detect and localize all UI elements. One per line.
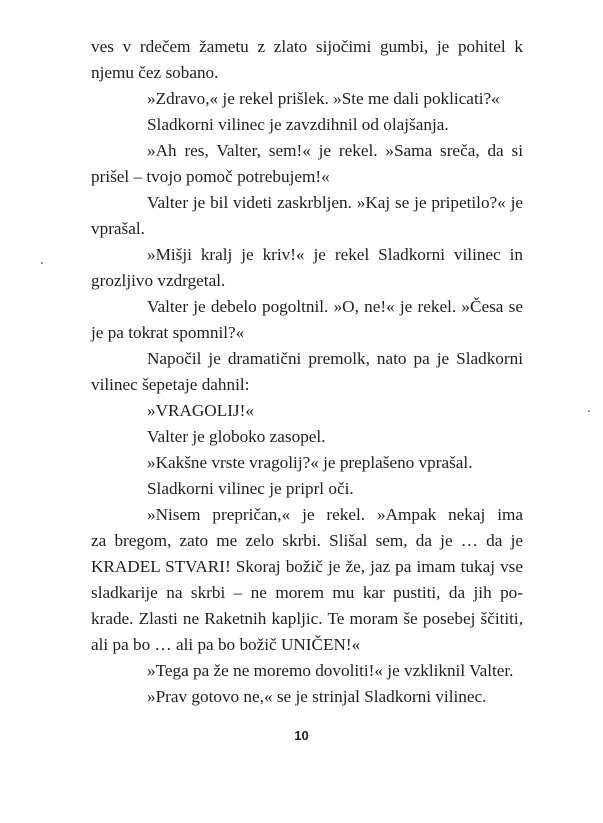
- text-line: »Mišji kralj je kriv!« je rekel Sladkorni vilinec in: [147, 245, 523, 264]
- page-number: 10: [294, 728, 309, 743]
- text-line: za bregom, zato me zelo skrbi. Slišal sem, da je … da je: [91, 531, 523, 550]
- text-line: »VRAGOLIJ!«: [147, 401, 254, 420]
- text-line: Napočil je dramatični premolk, nato pa je Sladkorni: [147, 349, 523, 368]
- scan-speck: [588, 410, 590, 412]
- text-line: vilinec šepetaje dahnil:: [91, 375, 250, 394]
- text-line: Valter je debelo pogoltnil. »O, ne!« je rekel. »Česa se: [147, 297, 523, 316]
- text-line: »Nisem prepričan,« je rekel. »Ampak nekaj ima: [147, 505, 523, 524]
- text-line: sladkarije na skrbi – ne morem mu kar pustiti, da jih po-: [91, 583, 523, 602]
- text-line: KRADEL STVARI! Skoraj božič je že, jaz pa imam tukaj vse: [91, 557, 523, 576]
- text-line: Valter je globoko zasopel.: [147, 427, 326, 446]
- text-line: njemu čez sobano.: [91, 63, 219, 82]
- text-line: vprašal.: [91, 219, 145, 238]
- text-line: prišel – tvojo pomoč potrebujem!«: [91, 167, 330, 186]
- text-line: »Tega pa že ne moremo dovoliti!« je vzkliknil Valter.: [147, 661, 514, 680]
- text-line: Sladkorni vilinec je priprl oči.: [147, 479, 354, 498]
- text-line: »Ah res, Valter, sem!« je rekel. »Sama sreča, da si: [147, 141, 523, 160]
- text-line: je pa tokrat spomnil?«: [91, 323, 245, 342]
- text-line: krade. Zlasti ne Raketnih kapljic. Te moram še posebej ščititi,: [91, 609, 523, 628]
- text-line: ali pa bo … ali pa bo božič UNIČEN!«: [91, 635, 361, 654]
- text-line: Valter je bil videti zaskrbljen. »Kaj se je pripetilo?« je: [147, 193, 523, 212]
- text-line: »Zdravo,« je rekel prišlek. »Ste me dali poklicati?«: [147, 89, 500, 108]
- text-line: Sladkorni vilinec je zavzdihnil od olajšanja.: [147, 115, 449, 134]
- text-line: ves v rdečem žametu z zlato sijočimi gumbi, je pohitel k: [91, 37, 523, 56]
- scan-speck: [41, 262, 43, 264]
- text-line: »Kakšne vrste vragolij?« je preplašeno vprašal.: [147, 453, 473, 472]
- text-line: grozljivo vzdrgetal.: [91, 271, 226, 290]
- text-line: »Prav gotovo ne,« se je strinjal Sladkorni vilinec.: [147, 687, 487, 706]
